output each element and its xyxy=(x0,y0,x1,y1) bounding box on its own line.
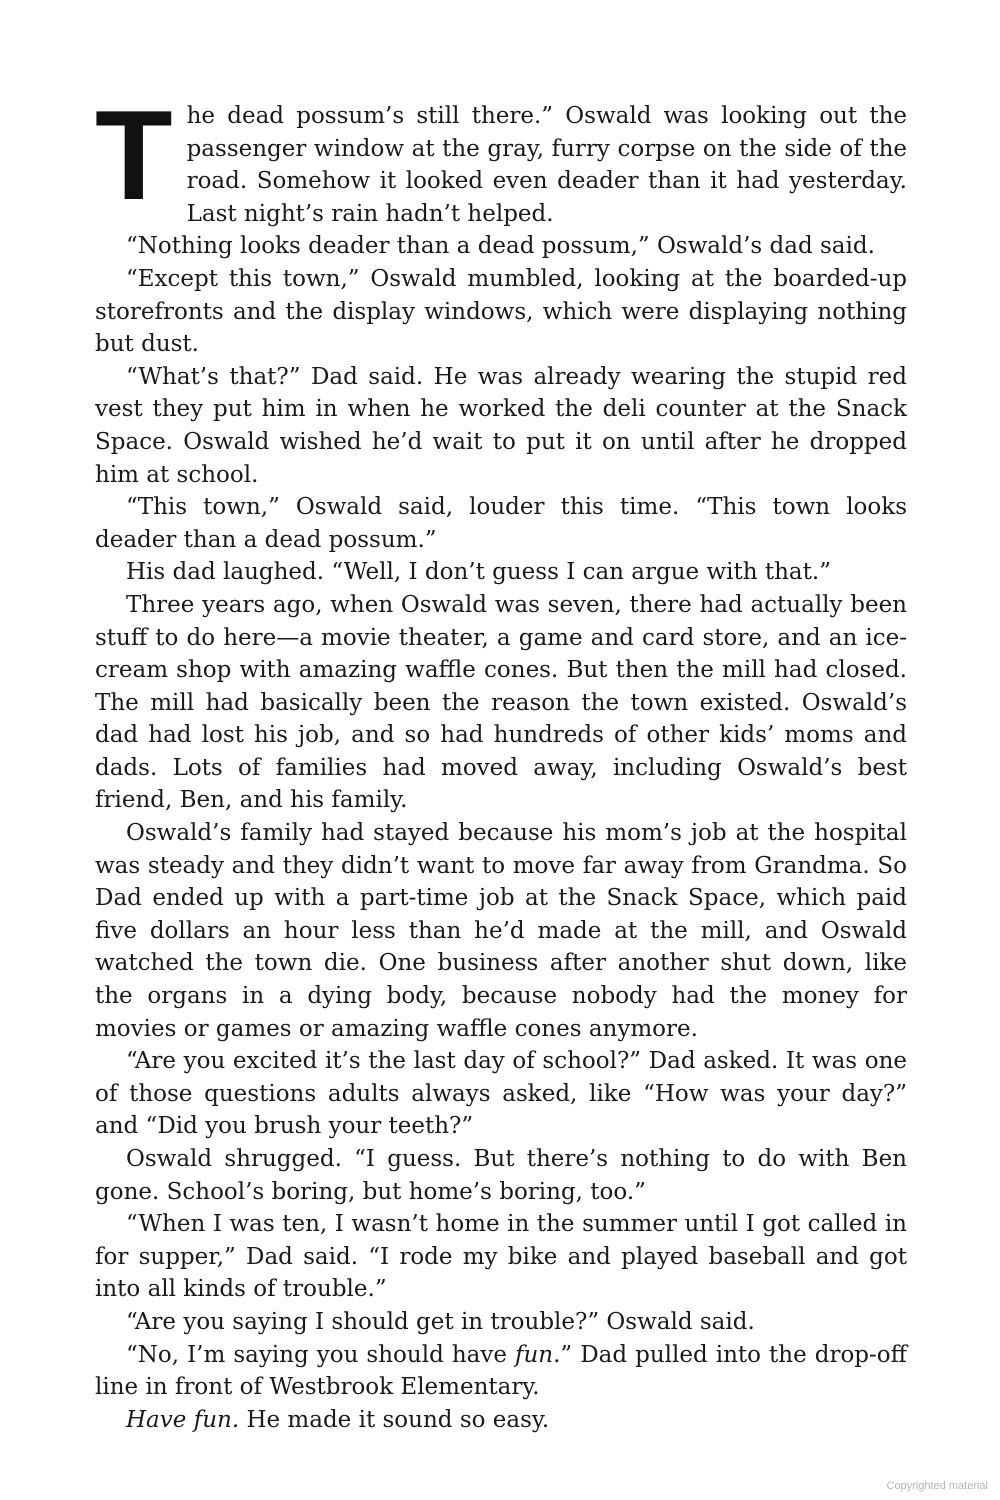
paragraph-2: “Nothing looks deader than a dead possum,” Oswald’s dad said. xyxy=(126,233,875,260)
paragraph-13-after: .” Dad pulled into the drop-off line in front of Westbrook Elementary. xyxy=(95,1341,907,1401)
copyright-watermark: Copyrighted material xyxy=(886,1480,988,1492)
page-body xyxy=(95,84,907,1436)
paragraph-3: “Except this town,” Oswald mumbled, looking at the boarded-up storefronts and the display windows, which were displaying nothing but dust. xyxy=(95,265,907,358)
paragraph-13 xyxy=(95,1339,907,1404)
paragraph-13-emphasis: fun xyxy=(514,1341,554,1368)
drop-cap: T xyxy=(95,84,173,226)
paragraph-5: “This town,” Oswald said, louder this time. “This town looks deader than a dead possum.” xyxy=(95,494,907,553)
paragraph-14-emphasis: Have fun. xyxy=(126,1406,240,1433)
paragraph-12: “Are you saying I should get in trouble?” Oswald said. xyxy=(126,1308,755,1335)
paragraph-9: “Are you excited it’s the last day of school?” Dad asked. It was one of those questions adults always asked, like “How was your day?” and “Did you brush your teeth?” xyxy=(95,1048,907,1140)
paragraph-1-text: he dead possum’s still there.” Oswald was looking out the passenger window at the gray, furry corpse on the side of the road. Somehow it looked even deader than it had yesterday. Last night’s rain hadn’t helped. xyxy=(186,103,907,227)
paragraph-10: Oswald shrugged. “I guess. But there’s nothing to do with Ben gone. School’s boring, but home’s boring, too.” xyxy=(95,1146,907,1205)
paragraph-1 xyxy=(95,84,907,230)
paragraph-7: Three years ago, when Oswald was seven, there had actually been stuff to do here—a movie theater, a game and card store, and an ice-cream shop with amazing waffle cones. But then the mill had closed. The mill had basically been the reason the town existed. Oswald’s dad had lost his job, and so had hundreds of other kids’ moms and dads. Lots of families had moved away, including Oswald’s best friend, Ben, and his family. xyxy=(95,591,907,814)
paragraph-4: “What’s that?” Dad said. He was already wearing the stupid red vest they put him in when he worked the deli counter at the Snack Space. Oswald wished he’d wait to put it on until after he dropped him at school. xyxy=(95,363,907,488)
paragraph-11: “When I was ten, I wasn’t home in the summer until I got called in for supper,” Dad said. “I rode my bike and played baseball and got into all kinds of trouble.” xyxy=(95,1211,907,1303)
paragraph-14-after: He made it sound so easy. xyxy=(239,1406,550,1433)
paragraph-13-before: “No, I’m saying you should have xyxy=(126,1341,515,1368)
paragraph-6: His dad laughed. “Well, I don’t guess I can argue with that.” xyxy=(126,559,831,586)
paragraph-8: Oswald’s family had stayed because his mom’s job at the hospital was steady and they didn’t want to move far away from Grandma. So Dad ended up with a part-time job at the Snack Space, which paid five dollars an hour less than he’d made at the mill, and Oswald watched the town die. One business after another shut down, like the organs in a dying body, because nobody had the money for movies or games or amazing waffle cones anymore. xyxy=(95,820,907,1042)
paragraph-14 xyxy=(95,1404,907,1437)
